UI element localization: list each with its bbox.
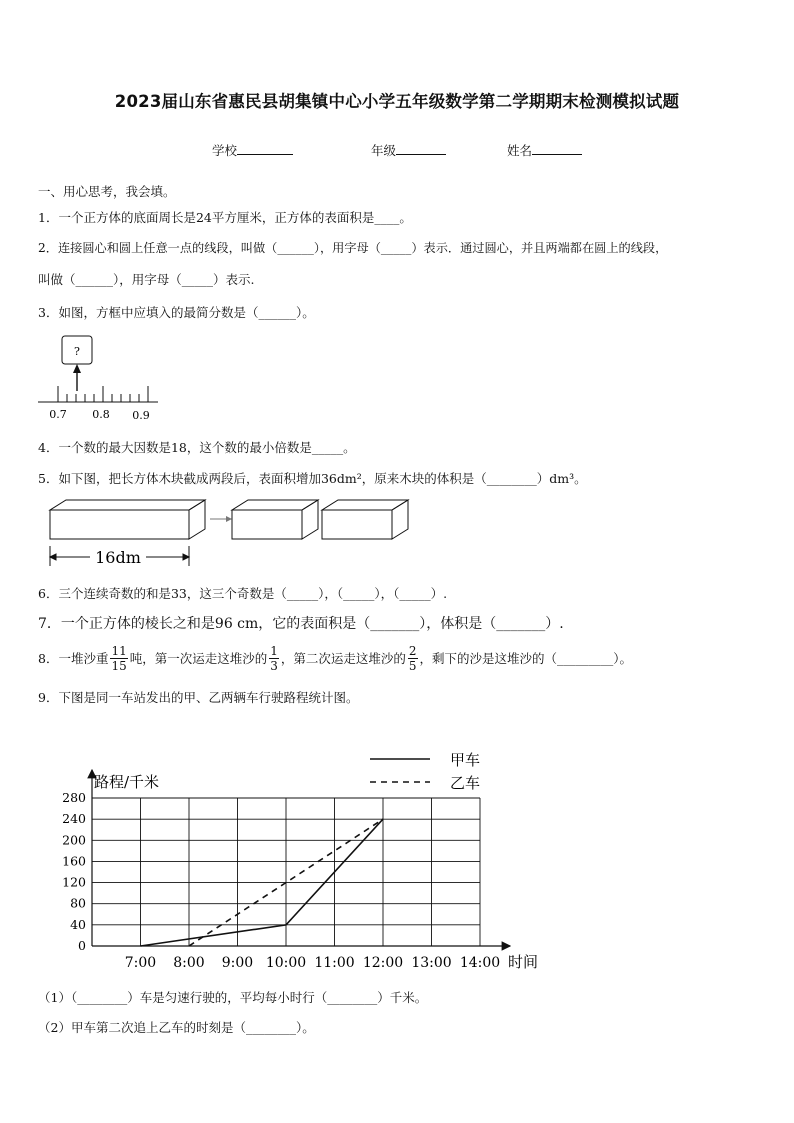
x-axis-label: 时间 <box>508 953 539 971</box>
block-piece-2 <box>322 500 408 539</box>
number-line-ticks <box>58 386 148 402</box>
x-tick-label: 8:00 <box>173 955 205 971</box>
question-9-part-2: （2）甲车第二次追上乙车的时刻是（________）。 <box>38 1020 315 1035</box>
answer-box-mark: ? <box>74 345 80 358</box>
question-2-line-2: 叫做（______），用字母（_____）表示. <box>38 272 255 287</box>
fraction-numerator: 2 <box>408 643 417 658</box>
x-axis-ticks <box>125 955 500 971</box>
q8-text-1: 8．一堆沙重 <box>38 651 109 666</box>
y-axis-label: 路程/千米 <box>94 773 160 791</box>
y-tick-label: 200 <box>62 832 86 848</box>
name-label: 姓名 <box>507 143 533 158</box>
x-tick-label: 9:00 <box>221 955 254 971</box>
x-tick-label: 11:00 <box>314 955 355 971</box>
chart-legend <box>370 751 480 792</box>
fraction-1-3 <box>269 644 279 673</box>
question-3: 3．如图，方框中应填入的最简分数是（______）。 <box>38 305 315 320</box>
question-1: 1．一个正方体的底面周长是24平方厘米，正方体的表面积是____。 <box>38 210 412 225</box>
fraction-numerator: 1 <box>270 643 278 658</box>
grade-blank[interactable] <box>396 142 446 155</box>
x-tick-label: 12:00 <box>362 955 404 971</box>
name-blank[interactable] <box>532 142 582 155</box>
school-field <box>212 141 293 159</box>
fraction-denominator: 3 <box>270 658 278 673</box>
x-tick-label: 7:00 <box>124 955 157 971</box>
grade-field <box>371 141 446 159</box>
name-field <box>507 141 582 159</box>
question-6: 6．三个连续奇数的和是33，这三个奇数是（_____），（_____），（_____）. <box>38 586 448 601</box>
y-tick-label: 0 <box>78 938 86 953</box>
fraction-11-15 <box>110 644 127 673</box>
legend-label-jia: 甲车 <box>450 751 481 769</box>
q8-text-2: 吨，第一次运走这堆沙的 <box>129 651 268 666</box>
question-9-part-1: （1）（________）车是匀速行驶的，平均每小时行（________）千米。 <box>38 990 428 1005</box>
fraction-denominator: 5 <box>408 658 417 673</box>
grade-label: 年级 <box>371 143 397 158</box>
school-label: 学校 <box>212 143 238 158</box>
question-2-line-1: 2．连接圆心和圆上任意一点的线段，叫做（______），用字母（_____）表示．通过圆心，并且两端都在圆上的线段， <box>38 241 668 255</box>
x-tick-label: 10:00 <box>265 955 307 971</box>
question-4: 4．一个数的最大因数是18，这个数的最小倍数是_____。 <box>38 440 356 455</box>
travel-distance-chart <box>40 740 560 975</box>
number-line-figure <box>36 333 166 425</box>
legend-label-yi: 乙车 <box>450 774 481 792</box>
school-blank[interactable] <box>237 142 293 155</box>
x-tick-label: 13:00 <box>411 955 452 971</box>
question-8 <box>38 640 632 676</box>
cut-arrow-icon <box>210 516 232 522</box>
long-block <box>50 500 205 539</box>
y-tick-label: 40 <box>70 916 86 932</box>
tick-label-0-7: 0.7 <box>49 408 67 421</box>
q8-text-3: ，第二次运走这堆沙的 <box>280 651 406 666</box>
wood-block-figure <box>42 494 422 572</box>
page-title: 2023届山东省惠民县胡集镇中心小学五年级数学第二学期期末检测模拟试题 <box>114 92 680 111</box>
x-tick-label: 14:00 <box>459 955 501 971</box>
fraction-numerator: 11 <box>111 643 127 658</box>
y-tick-label: 160 <box>62 853 86 869</box>
block-piece-1 <box>232 500 318 539</box>
arrow-head-icon <box>73 364 81 373</box>
q8-text-4: ，剩下的沙是这堆沙的（_________）。 <box>419 651 633 666</box>
fraction-2-5 <box>408 644 418 673</box>
y-axis-ticks <box>62 790 86 953</box>
tick-label-0-9: 0.9 <box>132 409 150 422</box>
y-tick-label: 120 <box>62 874 86 890</box>
y-tick-label: 80 <box>70 895 86 911</box>
question-9: 9．下图是同一车站发出的甲、乙两辆车行驶路程统计图。 <box>38 690 359 705</box>
section-heading: 一、用心思考，我会填。 <box>38 184 176 199</box>
y-tick-label: 280 <box>62 790 86 805</box>
fraction-denominator: 15 <box>111 658 127 673</box>
y-tick-label: 240 <box>62 811 86 827</box>
tick-label-0-8: 0.8 <box>92 408 110 421</box>
length-label: 16dm <box>95 548 141 567</box>
question-7: 7．一个正方体的棱长之和是96 cm，它的表面积是（_______），体积是（_______）. <box>38 616 564 632</box>
question-5: 5．如下图，把长方体木块截成两段后，表面积增加36dm²，原来木块的体积是（________）dm³。 <box>38 471 587 486</box>
